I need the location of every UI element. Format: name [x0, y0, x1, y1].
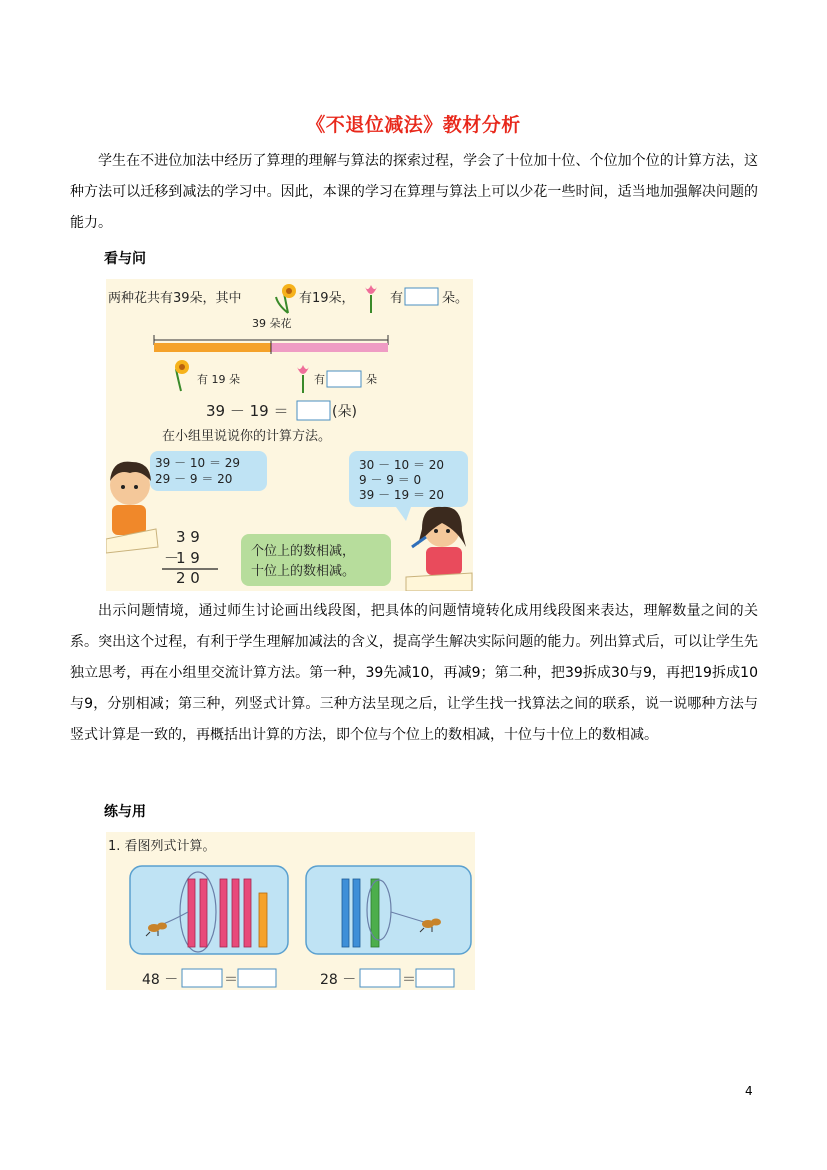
- bar-label: 39 朵花: [252, 317, 292, 330]
- discussion-prompt: 在小组里说说你的计算方法。: [162, 429, 332, 444]
- right-segment-answer-box: [327, 371, 361, 387]
- section-heading-look-ask: 看与问: [104, 251, 146, 267]
- problem-unit-text: 朵。: [442, 291, 469, 306]
- exercise-label: 1. 看图列式计算。: [108, 839, 216, 854]
- equation-answer-box: [297, 401, 330, 420]
- exercise1-equals: ＝: [224, 972, 238, 988]
- intro-paragraph: 学生在不进位加法中经历了算理的理解与算法的探索过程，学会了十位加十位、个位加个位的计算方法，这种方法可以迁移到减法的学习中。因此，本课的学习在算理与算法上可以少花一些时间，适当地加强解决问题的能力。: [70, 153, 758, 231]
- exercise2-panel: [306, 866, 471, 954]
- left-segment-label: 有 19 朵: [197, 373, 240, 386]
- exercise1-answer-box-2: [238, 969, 276, 987]
- vertical-mid: 1 9: [176, 549, 200, 567]
- figure-look-ask-illustration: [106, 279, 473, 591]
- unit-cubes-orange: [259, 893, 267, 947]
- right-have-text: 有: [314, 373, 325, 386]
- equation-left: 39 － 19 ＝: [206, 402, 289, 420]
- tip-line2: 十位上的数相减。: [251, 564, 356, 579]
- unit-cubes-green: [371, 879, 379, 947]
- exercise2-equation-left: 28 －: [320, 972, 357, 988]
- vertical-sign: －: [164, 549, 180, 567]
- right-unit-text: 朵: [366, 373, 377, 386]
- bar-segment-sunflower: [154, 343, 271, 352]
- method2-line2: 9 － 9 ＝ 0: [359, 473, 422, 487]
- equation-unit: (朵): [332, 404, 357, 420]
- exercise1-answer-box-1: [182, 969, 222, 987]
- figure-practice: [106, 832, 475, 990]
- problem-text-prefix: 两种花共有39朵，其中: [108, 291, 242, 306]
- document-title: 《不退位减法》教材分析: [306, 114, 521, 136]
- problem-answer-box: [405, 288, 438, 305]
- tip-line1: 个位上的数相减，: [251, 544, 356, 559]
- exercise2-answer-box-2: [416, 969, 454, 987]
- analysis-paragraph: 出示问题情境，通过师生讨论画出线段图，把具体的问题情境转化成用线段图来表达，理解数量之间的关系。突出这个过程，有利于学生理解加减法的含义，提高学生解决实际问题的能力。列出算式后，可以让学生先独立思考，再在小组里交流计算方法。第一种，39先减10，再减9；第二种，把39拆成30与9，再把19拆成10与9，分别相减；第三种，列竖式计算。三种方法呈现之后，让学生找一找算法之间的联系，说一说哪种方法与竖式计算是一致的，再概括出计算的方法，即个位与个位上的数相减，十位与十位上的数相减。: [70, 603, 758, 743]
- exercise2-equals: ＝: [402, 972, 416, 988]
- method2-line3: 39 － 19 ＝ 20: [359, 488, 445, 502]
- problem-text-mid: 有19朵，: [299, 291, 355, 306]
- problem-have-text: 有: [390, 291, 404, 306]
- figure-look-ask: [106, 279, 473, 591]
- method2-line1: 30 － 10 ＝ 20: [359, 458, 445, 472]
- page-number: 4: [745, 1084, 753, 1098]
- method1-line2: 29 － 9 ＝ 20: [155, 472, 233, 486]
- exercise2-answer-box-1: [360, 969, 400, 987]
- vertical-result: 2 0: [176, 569, 200, 587]
- section-heading-practice: 练与用: [104, 804, 146, 820]
- bar-segment-tulip: [271, 343, 388, 352]
- exercise1-equation-left: 48 －: [142, 972, 179, 988]
- method1-line1: 39 － 10 ＝ 29: [155, 456, 241, 470]
- figure-practice-illustration: [106, 832, 475, 990]
- vertical-top: 3 9: [176, 528, 200, 546]
